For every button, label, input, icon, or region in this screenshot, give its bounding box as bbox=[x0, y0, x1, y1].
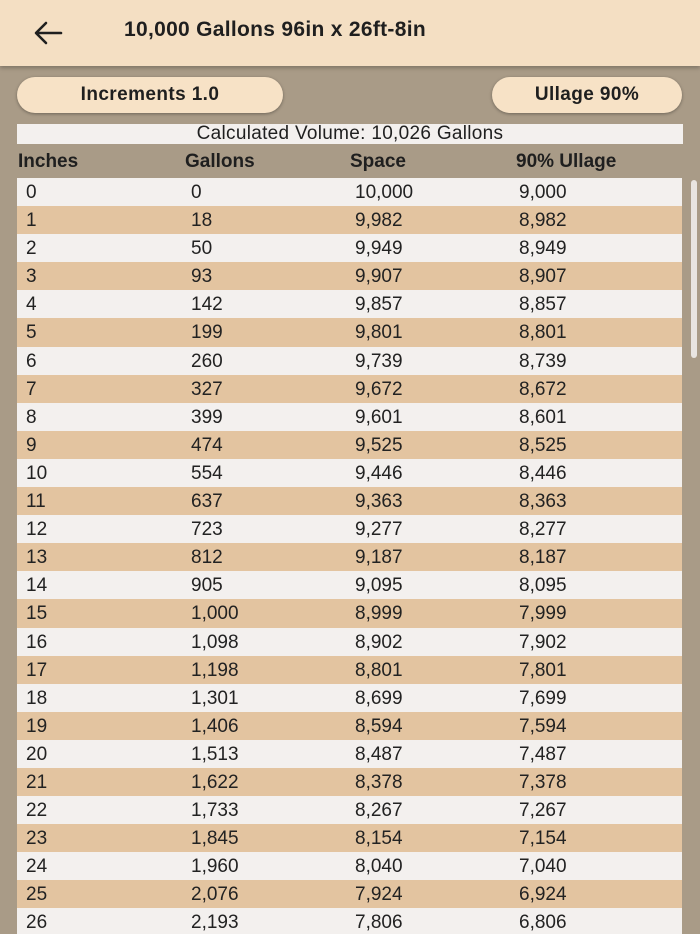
cell-space: 8,594 bbox=[355, 715, 403, 737]
cell-gallons: 1,845 bbox=[191, 828, 239, 850]
cell-ullage: 7,378 bbox=[519, 771, 567, 793]
cell-gallons: 637 bbox=[191, 491, 223, 513]
table-header bbox=[17, 147, 683, 177]
cell-ullage: 8,363 bbox=[519, 491, 567, 513]
cell-ullage: 8,907 bbox=[519, 266, 567, 288]
app-bar bbox=[0, 0, 700, 66]
cell-inches: 25 bbox=[26, 884, 48, 906]
cell-inches: 14 bbox=[26, 575, 48, 597]
cell-space: 9,601 bbox=[355, 406, 403, 428]
cell-inches: 0 bbox=[26, 182, 37, 203]
cell-gallons: 905 bbox=[191, 575, 223, 597]
calculated-volume: Calculated Volume: 10,026 Gallons bbox=[17, 124, 683, 144]
table-row bbox=[17, 178, 682, 206]
cell-gallons: 142 bbox=[191, 294, 223, 316]
cell-space: 8,999 bbox=[355, 603, 403, 625]
increments-button[interactable]: Increments 1.0 bbox=[17, 77, 283, 113]
cell-space: 8,801 bbox=[355, 659, 403, 681]
cell-gallons: 1,622 bbox=[191, 771, 239, 793]
ullage-button[interactable]: Ullage 90% bbox=[492, 77, 682, 113]
table-row bbox=[17, 262, 682, 290]
header-space: Space bbox=[350, 151, 406, 172]
cell-inches: 16 bbox=[26, 631, 48, 653]
cell-gallons: 18 bbox=[191, 210, 213, 232]
cell-space: 9,857 bbox=[355, 294, 403, 316]
cell-ullage: 7,487 bbox=[519, 743, 567, 765]
cell-ullage: 6,806 bbox=[519, 912, 567, 934]
cell-inches: 18 bbox=[26, 687, 48, 709]
cell-gallons: 554 bbox=[191, 462, 223, 484]
cell-space: 8,267 bbox=[355, 800, 403, 822]
cell-inches: 12 bbox=[26, 519, 48, 541]
cell-gallons: 199 bbox=[191, 322, 223, 344]
cell-ullage: 8,982 bbox=[519, 210, 567, 232]
cell-inches: 3 bbox=[26, 266, 37, 288]
cell-space: 7,924 bbox=[355, 884, 403, 906]
cell-space: 8,378 bbox=[355, 771, 403, 793]
cell-ullage: 8,857 bbox=[519, 294, 567, 316]
cell-gallons: 1,098 bbox=[191, 631, 239, 653]
cell-inches: 21 bbox=[26, 771, 48, 793]
cell-inches: 13 bbox=[26, 547, 48, 569]
header-ullage: 90% Ullage bbox=[516, 151, 617, 172]
cell-ullage: 7,801 bbox=[519, 659, 567, 681]
cell-gallons: 723 bbox=[191, 519, 223, 541]
cell-space: 8,040 bbox=[355, 856, 403, 878]
cell-space: 9,525 bbox=[355, 434, 403, 456]
table-row bbox=[17, 515, 682, 543]
cell-ullage: 8,801 bbox=[519, 322, 567, 344]
table-row bbox=[17, 487, 682, 515]
cell-space: 9,801 bbox=[355, 322, 403, 344]
cell-gallons: 1,198 bbox=[191, 659, 239, 681]
cell-gallons: 1,406 bbox=[191, 715, 239, 737]
cell-gallons: 1,960 bbox=[191, 856, 239, 878]
cell-ullage: 7,154 bbox=[519, 828, 567, 850]
cell-space: 8,902 bbox=[355, 631, 403, 653]
table-row bbox=[17, 852, 682, 880]
cell-space: 9,446 bbox=[355, 462, 403, 484]
scrollbar[interactable] bbox=[691, 180, 697, 358]
cell-inches: 26 bbox=[26, 912, 48, 934]
table-row bbox=[17, 656, 682, 684]
cell-ullage: 7,040 bbox=[519, 856, 567, 878]
table-row bbox=[17, 908, 682, 934]
cell-gallons: 812 bbox=[191, 547, 223, 569]
cell-inches: 22 bbox=[26, 800, 48, 822]
table-row bbox=[17, 768, 682, 796]
cell-ullage: 8,525 bbox=[519, 434, 567, 456]
cell-space: 9,277 bbox=[355, 519, 403, 541]
cell-ullage: 8,446 bbox=[519, 462, 567, 484]
cell-inches: 9 bbox=[26, 434, 37, 456]
cell-space: 9,095 bbox=[355, 575, 403, 597]
cell-space: 9,187 bbox=[355, 547, 403, 569]
header-inches: Inches bbox=[18, 151, 79, 172]
cell-space: 9,982 bbox=[355, 210, 403, 232]
cell-gallons: 1,733 bbox=[191, 800, 239, 822]
table-row bbox=[17, 347, 682, 375]
table-row bbox=[17, 234, 682, 262]
cell-ullage: 9,000 bbox=[519, 182, 567, 203]
table-row bbox=[17, 318, 682, 346]
cell-ullage: 8,187 bbox=[519, 547, 567, 569]
cell-inches: 15 bbox=[26, 603, 48, 625]
table-row bbox=[17, 543, 682, 571]
cell-gallons: 1,513 bbox=[191, 743, 239, 765]
cell-space: 7,806 bbox=[355, 912, 403, 934]
cell-space: 8,154 bbox=[355, 828, 403, 850]
table-row bbox=[17, 459, 682, 487]
cell-inches: 6 bbox=[26, 350, 37, 372]
cell-ullage: 7,999 bbox=[519, 603, 567, 625]
cell-inches: 1 bbox=[26, 210, 37, 232]
cell-inches: 5 bbox=[26, 322, 37, 344]
cell-gallons: 399 bbox=[191, 406, 223, 428]
cell-space: 9,739 bbox=[355, 350, 403, 372]
cell-gallons: 2,076 bbox=[191, 884, 239, 906]
arrow-left-icon[interactable] bbox=[33, 19, 63, 47]
cell-space: 9,907 bbox=[355, 266, 403, 288]
cell-space: 9,363 bbox=[355, 491, 403, 513]
table-row bbox=[17, 403, 682, 431]
cell-ullage: 7,594 bbox=[519, 715, 567, 737]
cell-inches: 4 bbox=[26, 294, 37, 316]
table-row bbox=[17, 740, 682, 768]
table-row bbox=[17, 796, 682, 824]
table-row bbox=[17, 628, 682, 656]
cell-ullage: 7,699 bbox=[519, 687, 567, 709]
cell-ullage: 8,601 bbox=[519, 406, 567, 428]
cell-gallons: 1,000 bbox=[191, 603, 239, 625]
table-row bbox=[17, 375, 682, 403]
cell-ullage: 7,902 bbox=[519, 631, 567, 653]
cell-ullage: 8,739 bbox=[519, 350, 567, 372]
cell-gallons: 0 bbox=[191, 182, 202, 203]
table-row bbox=[17, 206, 682, 234]
header-gallons: Gallons bbox=[185, 151, 255, 172]
cell-inches: 10 bbox=[26, 462, 48, 484]
table-row bbox=[17, 599, 682, 627]
cell-gallons: 50 bbox=[191, 238, 213, 260]
cell-inches: 17 bbox=[26, 659, 48, 681]
cell-gallons: 327 bbox=[191, 378, 223, 400]
cell-ullage: 7,267 bbox=[519, 800, 567, 822]
cell-ullage: 6,924 bbox=[519, 884, 567, 906]
cell-ullage: 8,949 bbox=[519, 238, 567, 260]
cell-inches: 24 bbox=[26, 856, 48, 878]
cell-ullage: 8,672 bbox=[519, 378, 567, 400]
table-row bbox=[17, 431, 682, 459]
cell-ullage: 8,095 bbox=[519, 575, 567, 597]
cell-space: 10,000 bbox=[355, 182, 414, 203]
cell-space: 9,949 bbox=[355, 238, 403, 260]
table-row bbox=[17, 824, 682, 852]
cell-inches: 23 bbox=[26, 828, 48, 850]
table-row bbox=[17, 684, 682, 712]
table-row bbox=[17, 712, 682, 740]
cell-space: 8,699 bbox=[355, 687, 403, 709]
table-row bbox=[17, 290, 682, 318]
cell-gallons: 1,301 bbox=[191, 687, 239, 709]
cell-inches: 7 bbox=[26, 378, 37, 400]
cell-ullage: 8,277 bbox=[519, 519, 567, 541]
cell-gallons: 474 bbox=[191, 434, 223, 456]
cell-space: 9,672 bbox=[355, 378, 403, 400]
cell-gallons: 2,193 bbox=[191, 912, 239, 934]
cell-gallons: 93 bbox=[191, 266, 213, 288]
cell-inches: 11 bbox=[26, 491, 46, 513]
cell-inches: 2 bbox=[26, 238, 37, 260]
cell-gallons: 260 bbox=[191, 350, 223, 372]
cell-inches: 19 bbox=[26, 715, 48, 737]
page-title: 10,000 Gallons 96in x 26ft-8in bbox=[124, 18, 426, 41]
volume-table[interactable] bbox=[17, 178, 682, 934]
cell-inches: 8 bbox=[26, 406, 37, 428]
table-row bbox=[17, 880, 682, 908]
cell-inches: 20 bbox=[26, 743, 48, 765]
cell-space: 8,487 bbox=[355, 743, 403, 765]
table-row bbox=[17, 571, 682, 599]
